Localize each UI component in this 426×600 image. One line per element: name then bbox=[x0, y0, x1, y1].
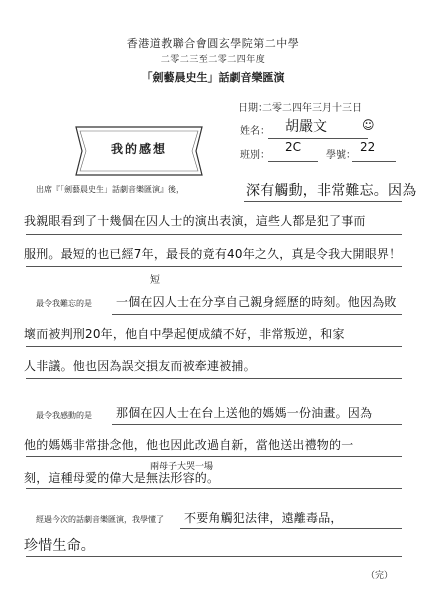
q3-line-2: 他的媽媽非常掛念他，他也因此改過自新，當他送出禮物的一 bbox=[24, 438, 354, 452]
date-value: 二零二四年三月十三日 bbox=[262, 103, 362, 114]
q2-line-3: 人非議。他也因為誤交損友而被牽連被捕。 bbox=[24, 359, 256, 373]
q3-underline-2 bbox=[26, 456, 402, 457]
q1-line-1: 深有觸動，非常難忘。因為 bbox=[246, 183, 417, 199]
q1-line-2: 我親眼看到了十幾個在囚人士的演出表演，這些人都是犯了事而 bbox=[24, 214, 366, 228]
event-title: 「劍藝晨史生」話劇音樂匯演 bbox=[141, 71, 285, 84]
school-name: 香港道教聯合會圓玄學院第二中學 bbox=[126, 37, 300, 50]
name-label: 姓名： bbox=[240, 126, 270, 137]
name-underline bbox=[268, 138, 368, 139]
q3-line-3: 刻，這種母愛的偉大是無法形容的。 bbox=[24, 471, 220, 485]
feelings-title-box bbox=[72, 123, 206, 179]
q3-line-1: 那個在囚人士在台上送他的媽媽一份油畫。因為 bbox=[116, 406, 373, 420]
q4-underline-1 bbox=[180, 528, 402, 529]
number-label: 學號： bbox=[326, 150, 356, 161]
q3-underline-1 bbox=[112, 424, 402, 425]
q2-underline-2 bbox=[26, 346, 402, 347]
q4-underline-2 bbox=[26, 556, 402, 557]
feelings-title: 我的感想 bbox=[110, 142, 167, 156]
class-underline bbox=[268, 161, 318, 162]
q4-line-1: 不要角觸犯法律，遠離毒品， bbox=[184, 511, 343, 525]
q3-insert: 兩母子大哭一場 bbox=[150, 462, 214, 472]
class-value: 2C bbox=[285, 140, 302, 154]
q2-line-2: 壞而被判刑20年，他自中學起便成績不好，非常叛逆，和家 bbox=[24, 327, 345, 341]
class-label: 班別： bbox=[240, 150, 270, 161]
q4-prompt: 經過今次的話劇音樂匯演，我學懂了 bbox=[36, 515, 164, 524]
name-value: 胡嚴文 bbox=[285, 119, 327, 135]
number-underline bbox=[352, 161, 396, 162]
smiley-icon: ☺ bbox=[362, 118, 375, 132]
q3-underline-3 bbox=[26, 488, 402, 489]
q1-line-3: 服刑。最短的也已經7年，最長的竟有40年之久，真是令我大開眼界！ bbox=[24, 247, 402, 261]
q1-underline-1 bbox=[244, 201, 402, 202]
q2-underline-3 bbox=[26, 378, 402, 379]
number-value: 22 bbox=[360, 140, 376, 154]
end-mark: （完） bbox=[366, 571, 394, 581]
q1-prompt: 出席『「劍藝晨史生」話劇音樂匯演』後， bbox=[36, 185, 184, 194]
q1-underline-2 bbox=[26, 234, 402, 235]
q1-underline-3 bbox=[26, 266, 402, 267]
q2-prompt: 最令我難忘的是 bbox=[36, 299, 92, 308]
q4-line-2: 珍惜生命。 bbox=[24, 538, 95, 554]
q3-prompt: 最令我感動的是 bbox=[36, 411, 92, 420]
q1-correction: 短 bbox=[150, 275, 160, 286]
q2-underline-1 bbox=[112, 314, 402, 315]
school-year: 二零二三至二零二四年度 bbox=[160, 55, 266, 65]
date-label: 日期： bbox=[238, 103, 268, 114]
q2-line-1: 一個在囚人士在分享自己親身經歷的時刻。他因為敗 bbox=[116, 295, 397, 309]
